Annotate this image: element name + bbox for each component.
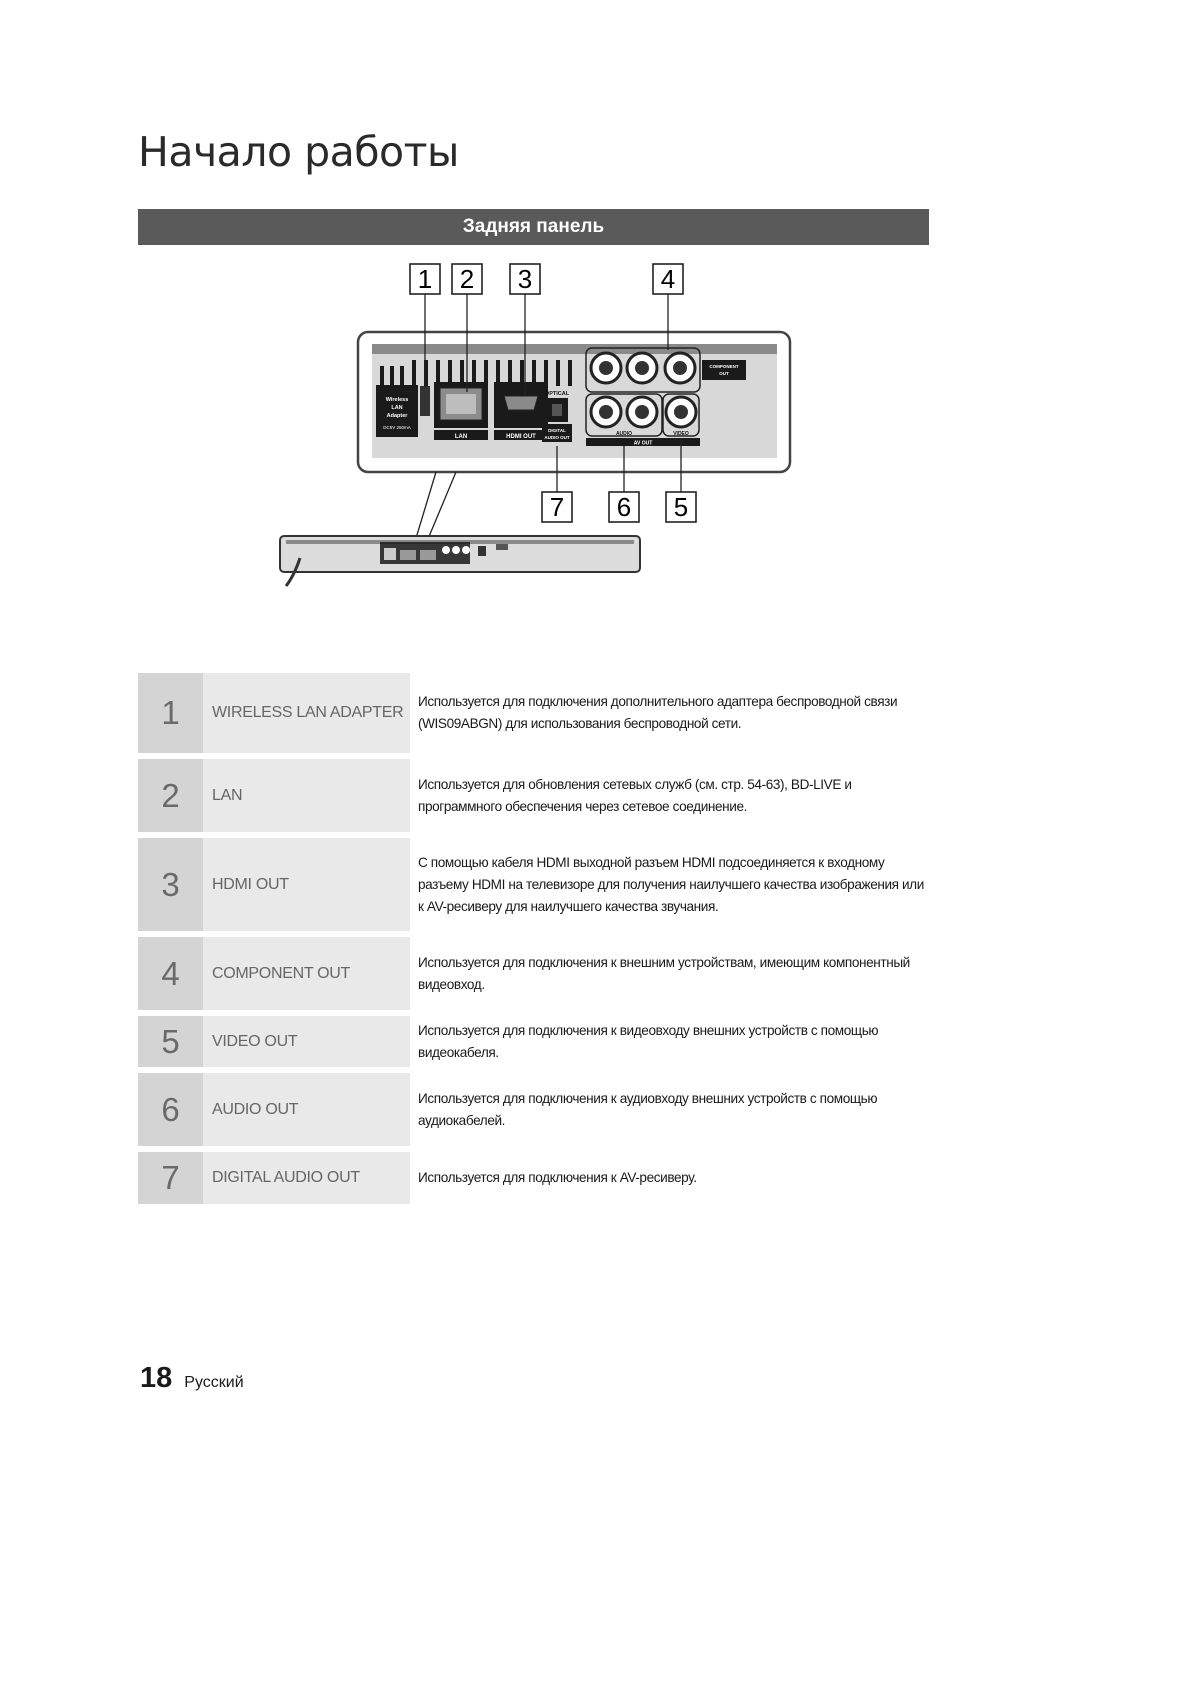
port-number: 5	[138, 1016, 203, 1067]
port-name: WIRELESS LAN ADAPTER	[203, 673, 410, 753]
callout-3	[510, 264, 540, 294]
svg-text:AV OUT: AV OUT	[633, 440, 653, 447]
svg-text:Adapter: Adapter	[386, 413, 408, 419]
section-header	[138, 209, 929, 245]
port-description: Используется для подключения к AV-ресиверу.	[418, 1170, 697, 1185]
svg-text:AUDIO OUT: AUDIO OUT	[544, 435, 570, 440]
callout-2	[452, 264, 482, 294]
port-table	[138, 667, 929, 1210]
table-row	[138, 937, 929, 1010]
callout-7	[542, 492, 572, 522]
player-rear-view	[280, 536, 640, 586]
svg-text:DC5V 250mA: DC5V 250mA	[383, 425, 411, 430]
page-title: Начало работы	[138, 128, 459, 176]
table-row	[138, 1152, 929, 1204]
port-number: 2	[138, 759, 203, 832]
callout-6	[609, 492, 639, 522]
port-number: 7	[138, 1152, 203, 1204]
callout-1	[410, 264, 440, 294]
svg-text:4: 4	[660, 264, 676, 294]
table-row	[138, 838, 929, 931]
port-name: AUDIO OUT	[203, 1073, 410, 1146]
port-description: Используется для подключения к аудиовходу внешних устройств с помощью аудиокабелей.	[418, 1090, 878, 1128]
port-description: Используется для обновления сетевых служб (см. стр. 54-63), BD-LIVE и программного обеспечения через сетевое соединение.	[418, 776, 852, 814]
callout-4	[653, 264, 683, 294]
section-title: Задняя панель	[462, 216, 605, 237]
port-name: VIDEO OUT	[203, 1016, 410, 1067]
port-description: С помощью кабеля HDMI выходной разъем HDMI подсоединяется к входному разъему HDMI на телевизоре для получения наилучшего качества изображения или к AV-ресиверу для наилучшего качества звучания.	[418, 854, 924, 914]
port-name: COMPONENT OUT	[203, 937, 410, 1010]
svg-text:7: 7	[549, 492, 565, 522]
rear-panel-diagram	[260, 258, 800, 598]
svg-text:Wireless: Wireless	[385, 397, 409, 403]
svg-text:6: 6	[616, 492, 632, 522]
port-name: LAN	[203, 759, 410, 832]
digital-audio-port	[542, 391, 572, 442]
svg-text:DIGITAL: DIGITAL	[548, 428, 566, 433]
svg-text:2: 2	[459, 264, 475, 294]
port-description: Используется для подключения к внешним устройствам, имеющим компонентный видеовход.	[418, 954, 910, 992]
callout-5	[666, 492, 696, 522]
port-number: 3	[138, 838, 203, 931]
svg-text:AUDIO: AUDIO	[615, 431, 633, 437]
svg-text:1: 1	[417, 264, 433, 294]
svg-text:OUT: OUT	[719, 371, 729, 376]
port-name: DIGITAL AUDIO OUT	[203, 1152, 410, 1204]
svg-text:LAN: LAN	[454, 434, 468, 440]
hdmi-port	[494, 382, 548, 440]
page-footer	[140, 1362, 244, 1395]
lan-port	[434, 382, 488, 440]
port-description: Используется для подключения дополнительного адаптера беспроводной связи (WIS09ABGN) для использования беспроводной сети.	[418, 694, 898, 731]
svg-text:OPTICAL: OPTICAL	[544, 391, 570, 397]
port-number: 6	[138, 1073, 203, 1146]
svg-text:VIDEO: VIDEO	[673, 431, 689, 437]
port-description: Используется для подключения к видеовходу внешних устройств с помощью видеокабеля.	[418, 1022, 879, 1060]
port-number: 4	[138, 937, 203, 1010]
svg-text:HDMI OUT: HDMI OUT	[506, 434, 536, 440]
svg-text:LAN: LAN	[391, 405, 403, 411]
svg-text:3: 3	[517, 264, 533, 294]
table-row	[138, 759, 929, 832]
table-row	[138, 1016, 929, 1067]
port-number: 1	[138, 673, 203, 753]
table-row	[138, 673, 929, 753]
language-label: Русский	[184, 1374, 244, 1391]
svg-text:COMPONENT: COMPONENT	[709, 364, 739, 369]
port-name: HDMI OUT	[203, 838, 410, 931]
table-row	[138, 1073, 929, 1146]
svg-text:5: 5	[673, 492, 689, 522]
page-number: 18	[140, 1362, 173, 1394]
